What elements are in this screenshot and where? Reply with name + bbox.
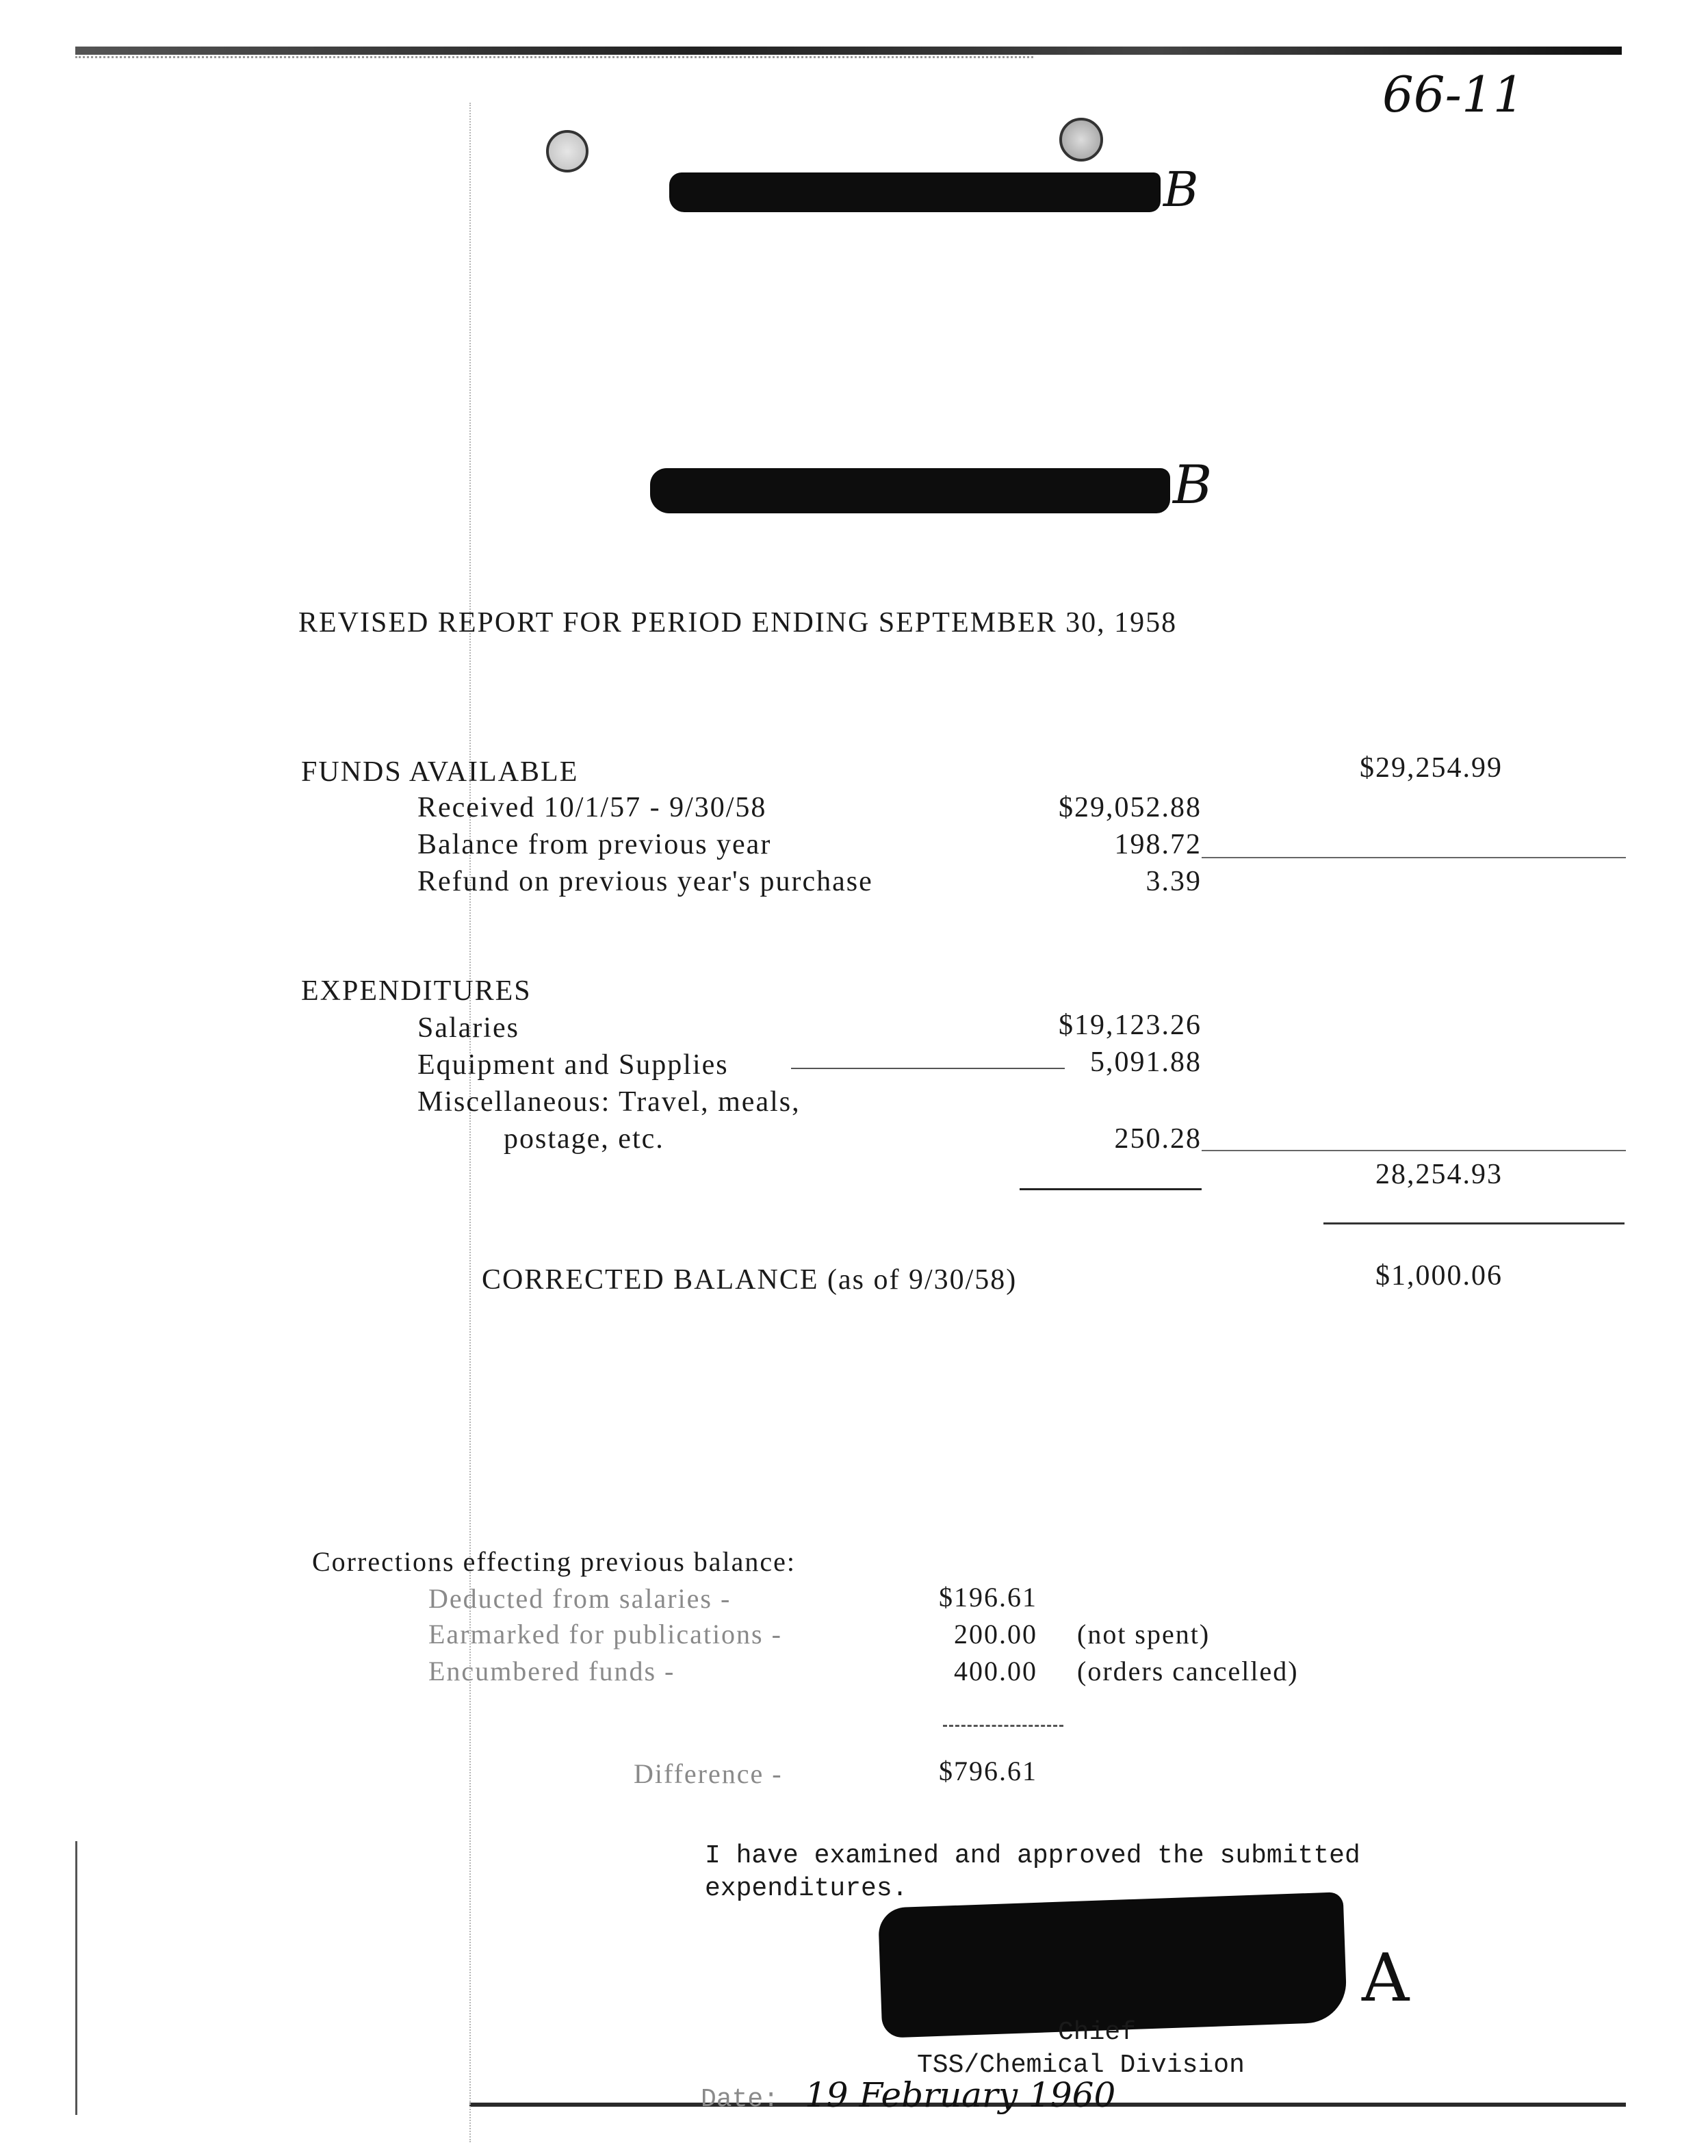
expenditures-total-rule <box>1323 1222 1625 1224</box>
funds-item-amount: 3.39 <box>1146 866 1202 897</box>
approval-statement-line2: expenditures. <box>705 1874 908 1903</box>
correction-item-note: (orders cancelled) <box>1077 1656 1299 1686</box>
correction-item-amount: 400.00 <box>954 1656 1037 1686</box>
punch-hole-left <box>546 130 588 172</box>
corrected-balance-label: CORRECTED BALANCE (as of 9/30/58) <box>482 1264 1018 1296</box>
approval-statement-line1: I have examined and approved the submitted <box>705 1841 1360 1871</box>
handwritten-page-number: 66-11 <box>1382 66 1525 123</box>
funds-item-amount: 198.72 <box>1114 829 1202 860</box>
signer-division: TSS/Chemical Division <box>917 2051 1245 2080</box>
corrections-heading: Corrections effecting previous balance: <box>312 1546 797 1577</box>
expenditures-heading: EXPENDITURES <box>301 975 532 1007</box>
top-edge-band <box>75 47 1622 55</box>
expenditures-total: 28,254.93 <box>1375 1159 1503 1190</box>
funds-item-label: Balance from previous year <box>417 829 772 860</box>
date-value-handwritten: 19 February 1960 <box>805 2075 1116 2115</box>
expenditure-item-label: postage, etc. <box>504 1123 664 1155</box>
expenditure-subtotal-rule <box>1020 1188 1202 1190</box>
funds-item-amount: $29,052.88 <box>1059 792 1202 823</box>
redaction-mark-3: A <box>1362 1940 1410 2016</box>
signer-title: Chief <box>1058 2018 1137 2047</box>
redaction-mark-1: B <box>1163 162 1199 218</box>
report-title: REVISED REPORT FOR PERIOD ENDING SEPTEMBER 30, 1958 <box>298 607 1178 639</box>
correction-item-label: Earmarked for publications - <box>428 1619 782 1650</box>
expenditure-item-label: Miscellaneous: Travel, meals, <box>417 1086 801 1118</box>
difference-label: Difference - <box>634 1758 783 1789</box>
expenditure-item-amount: $19,123.26 <box>1059 1010 1202 1041</box>
redaction-bar-1 <box>669 172 1161 212</box>
funds-available-total: $29,254.99 <box>1360 752 1503 784</box>
binding-dotted-line <box>469 103 471 2142</box>
funds-item-label: Received 10/1/57 - 9/30/58 <box>417 792 767 823</box>
difference-amount: $796.61 <box>939 1756 1037 1786</box>
corrections-sum-rule <box>943 1725 1063 1727</box>
redaction-bar-2 <box>650 468 1170 513</box>
corrected-balance-amount: $1,000.06 <box>1375 1260 1503 1292</box>
funds-available-heading: FUNDS AVAILABLE <box>301 756 579 788</box>
correction-item-amount: 200.00 <box>954 1619 1037 1650</box>
expenditure-item-label: Equipment and Supplies <box>417 1049 729 1081</box>
correction-item-label: Encumbered funds - <box>428 1656 675 1686</box>
left-edge-line <box>75 1841 77 2115</box>
funds-item-label: Refund on previous year's purchase <box>417 866 873 897</box>
signature-redaction <box>878 1892 1347 2038</box>
top-edge-noise <box>75 56 1033 61</box>
expenditure-item-label: Salaries <box>417 1012 519 1044</box>
date-label: Date: <box>701 2085 779 2114</box>
correction-item-amount: $196.61 <box>939 1582 1037 1613</box>
funds-rule <box>1202 857 1626 858</box>
expenditure-item-amount: 250.28 <box>1114 1123 1202 1155</box>
expenditure-item-amount: 5,091.88 <box>1090 1047 1202 1078</box>
expenditure-rule-mid <box>1202 1150 1626 1151</box>
redaction-mark-2: B <box>1173 454 1213 516</box>
correction-item-label: Deducted from salaries - <box>428 1583 732 1614</box>
correction-item-note: (not spent) <box>1077 1619 1211 1650</box>
punch-hole-right <box>1059 118 1103 162</box>
